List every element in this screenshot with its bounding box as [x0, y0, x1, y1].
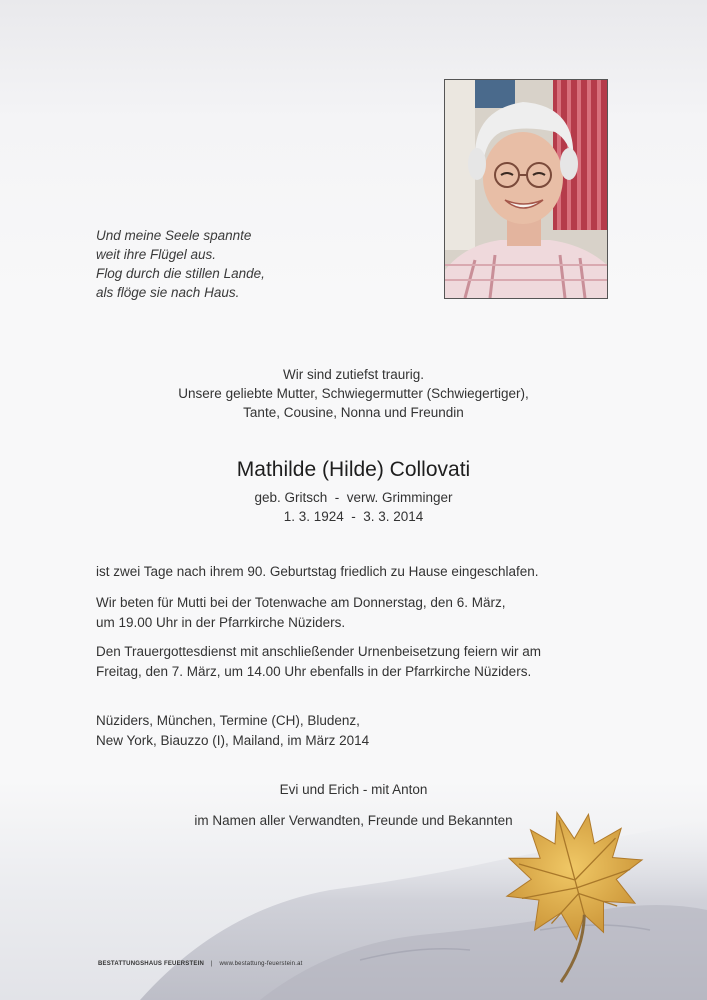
portrait-photo: [444, 79, 608, 299]
footer: [98, 961, 302, 967]
wake-line: Wir beten für Mutti bei der Totenwache am Donnerstag, den 6. März,: [96, 595, 506, 610]
poem-line: als flöge sie nach Haus.: [96, 285, 240, 300]
deceased-name: Mathilde (Hilde) Collovati: [236, 458, 471, 481]
deceased-details: [0, 488, 707, 526]
funeral-home-website[interactable]: www.bestattung-feuerstein.at: [219, 961, 303, 967]
passing-paragraph: ist zwei Tage nach ihrem 90. Geburtstag friedlich zu Hause eingeschlafen.: [96, 564, 539, 579]
intro-line: Tante, Cousine, Nonna und Freundin: [243, 405, 464, 420]
places-paragraph: [96, 711, 616, 751]
life-dates: 1. 3. 1924 - 3. 3. 2014: [283, 509, 424, 524]
wake-paragraph: [96, 593, 616, 633]
portrait-illustration: [445, 80, 607, 298]
intro-text: [0, 365, 707, 422]
wake-line: um 19.00 Uhr in der Pfarrkirche Nüziders.: [96, 615, 346, 630]
footer-separator: |: [210, 961, 213, 967]
family-signature: Evi und Erich - mit Anton: [279, 782, 428, 797]
poem-line: Flog durch die stillen Lande,: [96, 266, 265, 281]
funeral-home-name: BESTATTUNGSHAUS FEUERSTEIN: [98, 961, 204, 967]
funeral-line: Freitag, den 7. März, um 14.00 Uhr ebenfalls in der Pfarrkirche Nüziders.: [96, 664, 532, 679]
poem: [96, 226, 265, 302]
places-line: New York, Biauzzo (I), Mailand, im März 2014: [96, 733, 370, 748]
poem-line: weit ihre Flügel aus.: [96, 247, 217, 262]
on-behalf-line: im Namen aller Verwandten, Freunde und Bekannten: [194, 813, 513, 828]
funeral-paragraph: [96, 642, 616, 682]
funeral-line: Den Trauergottesdienst mit anschließender Urnenbeisetzung feiern wir am: [96, 644, 541, 659]
intro-line: Unsere geliebte Mutter, Schwiegermutter (Schwiegertiger),: [178, 386, 529, 401]
places-line: Nüziders, München, Termine (CH), Bludenz,: [96, 713, 360, 728]
birth-married-names: geb. Gritsch - verw. Grimminger: [254, 490, 453, 505]
poem-line: Und meine Seele spannte: [96, 228, 252, 243]
intro-line: Wir sind zutiefst traurig.: [282, 367, 425, 382]
